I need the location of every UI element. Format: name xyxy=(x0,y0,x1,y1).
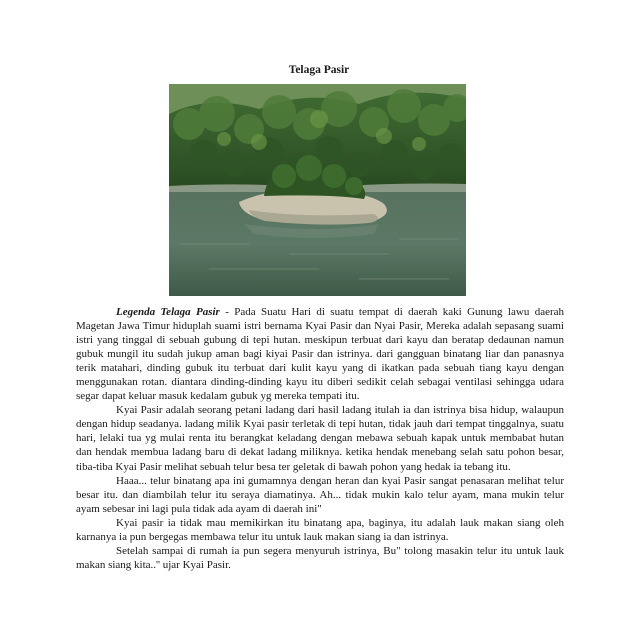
paragraph xyxy=(76,516,564,544)
paragraph-text: Haaa... telur binatang apa ini gumamnya dengan heran dan kyai Pasir sangat penasaran melihat telur besar itu. dan diambilah telur itu seraya diamatinya. Ah... tidak mukin kalo telur ayam, mana mukin telur ayam sebesar ini lagi pula tidak ada ayam di daerah ini" xyxy=(76,474,564,515)
lake-photo xyxy=(169,84,466,296)
paragraph-text: Setelah sampai di rumah ia pun segera menyuruh istrinya, Bu" tolong masakin telur itu untuk lauk makan siang kita..'' ujar Kyai Pasir. xyxy=(76,544,564,571)
page-title: Telaga Pasir xyxy=(288,64,350,76)
paragraph xyxy=(76,305,564,403)
paragraph-lead: Legenda Telaga Pasir xyxy=(116,306,220,318)
paragraph-text: Kyai Pasir adalah seorang petani ladang dari hasil ladang itulah ia dan istrinya bisa hidup, walaupun dengan hidup seadanya. ladang milik Kyai pasir terletak di tepi hutan, tidak jauh dari tempat tinggalnya, suatu hari, lelaki tua yg mulai renta itu berangkat keladang dengan mebawa sebuah kapak untuk membabat hutan dan hendak membua ladang baru di dekat ladang miliknya. ketika hendak menebang selah satu pohon besar, tiba-tiba Kyai Pasir melihat sebuah telur besa ter geletak di bawah pohon yang hedak ia tebang itu. xyxy=(76,404,564,473)
paragraph xyxy=(76,403,564,473)
document-body xyxy=(76,305,564,572)
paragraph-text: - Pada Suatu Hari di suatu tempat di daerah kaki Gunung lawu daerah Magetan Jawa Timur hiduplah suami istri bernama Kyai Pasir dan Nyai Pasir, Mereka adalah sepasang suami istri yang tinggal di sebuah gubung di tepi hutan. meskipun terbuat dari kayu dan beratap dedaunan namun gubuk mungil itu sudah jukup aman bagi kiyai Pasir dan istrinya. dari gangguan binatang liar dan panasnya terik matahari, dinding gubuk itu terbuat dari kulit kayu yang di ikatkan pada sebuah tiang kayu dengan menggunakan rotan. diantara dinding-dinding kayu itu diberi sedikit celah sebagai ventilasi sehingga udara segar dapat keluar masuk kedalam gubuk yg mereka tempati itu. xyxy=(76,306,565,403)
paragraph xyxy=(76,544,564,572)
paragraph-text: Kyai pasir ia tidak mau memikirkan itu binatang apa, baginya, itu adalah lauk makan siang oleh karnanya ia pun bergegas membawa telur itu untuk lauk makan siang ia dan istrinya. xyxy=(76,516,564,543)
paragraph xyxy=(76,474,564,516)
